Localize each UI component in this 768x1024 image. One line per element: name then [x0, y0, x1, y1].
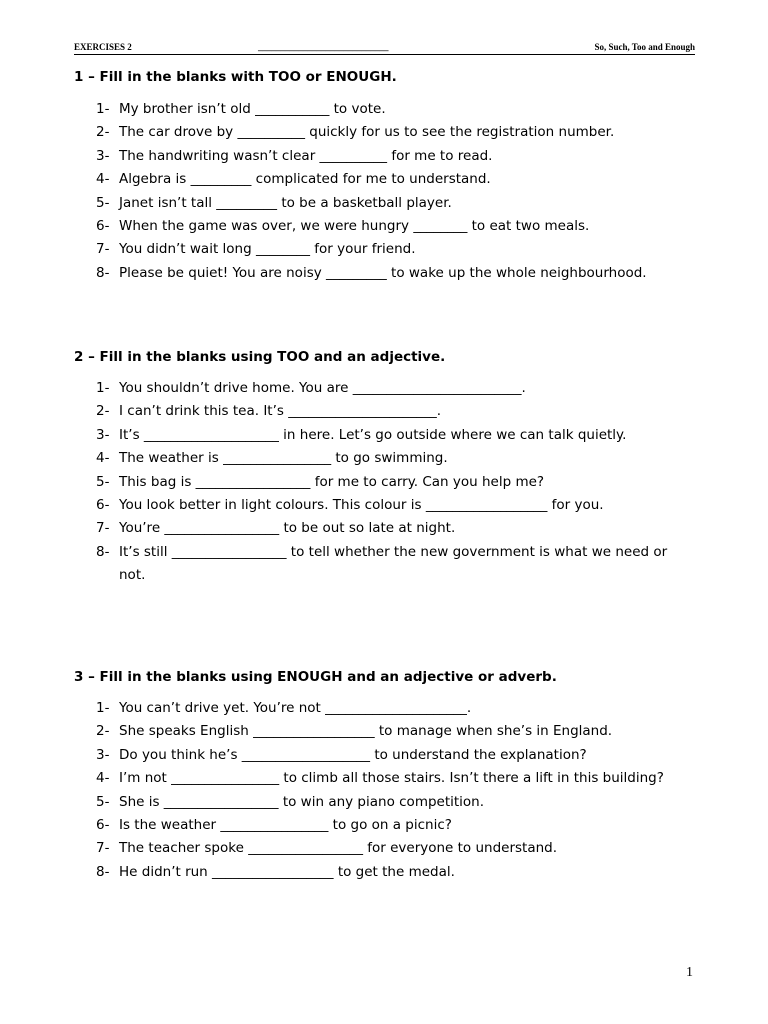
item-number: 5- [96, 473, 110, 490]
list-item [96, 238, 696, 261]
item-number: 6- [96, 218, 110, 235]
item-number: 2- [96, 124, 110, 141]
section-3-title: 3 – Fill in the blanks using ENOUGH and an adjective or adverb. [74, 669, 557, 685]
list-item [96, 861, 696, 884]
list-item [96, 400, 696, 423]
header-right-title: So, Such, Too and Enough [594, 42, 695, 52]
item-text: I can’t drink this tea. It’s ______________________. [119, 403, 441, 420]
item-text: The teacher spoke _________________ for everyone to understand. [119, 840, 558, 857]
header-rule [74, 54, 695, 55]
list-item [96, 471, 696, 494]
list-item [96, 744, 696, 767]
item-text: She is _________________ to win any piano competition. [119, 793, 485, 810]
list-item [96, 215, 696, 238]
item-text: This bag is _________________ for me to carry. Can you help me? [119, 473, 545, 490]
list-item [96, 494, 696, 517]
header-left-title: EXERCISES 2 [74, 42, 132, 52]
section-2-list [96, 377, 696, 588]
list-item [96, 767, 696, 790]
item-text: She speaks English __________________ to manage when she’s in England. [119, 723, 613, 740]
item-text: He didn’t run __________________ to get the medal. [119, 863, 455, 880]
item-text: Is the weather ________________ to go on a picnic? [119, 817, 452, 834]
page-number: 1 [686, 965, 693, 980]
item-text: You shouldn’t drive home. You are _________________________. [119, 380, 526, 396]
item-number: 5- [96, 793, 110, 810]
item-text: Algebra is _________ complicated for me to understand. [119, 171, 491, 188]
item-number: 4- [96, 770, 110, 787]
item-text: You didn’t wait long ________ for your friend. [119, 241, 416, 258]
item-number: 4- [96, 450, 110, 467]
item-text: It’s ____________________ in here. Let’s go outside where we can talk quietly. [119, 426, 627, 443]
page-header [74, 41, 695, 55]
item-number: 8- [96, 863, 110, 880]
item-text: Please be quiet! You are noisy _________ to wake up the whole neighbourhood. [119, 264, 647, 281]
section-1-title: 1 – Fill in the blanks with TOO or ENOUGH. [74, 69, 397, 85]
item-text: The handwriting wasn’t clear __________ for me to read. [119, 147, 493, 164]
item-number: 8- [96, 543, 110, 560]
list-item [96, 447, 696, 470]
item-number: 8- [96, 264, 110, 281]
section-3-list [96, 697, 696, 884]
item-text: The weather is ________________ to go swimming. [119, 450, 448, 467]
item-text: When the game was over, we were hungry ________ to eat two meals. [119, 218, 590, 235]
list-item [96, 262, 696, 285]
list-item [96, 541, 696, 588]
item-number: 3- [96, 426, 110, 443]
list-item [96, 145, 696, 168]
item-text: My brother isn’t old ___________ to vote. [119, 101, 386, 117]
item-number: 7- [96, 520, 110, 537]
item-text: You can’t drive yet. You’re not _____________________. [119, 700, 472, 716]
list-item [96, 791, 696, 814]
list-item [96, 814, 696, 837]
item-number: 7- [96, 840, 110, 857]
item-number: 2- [96, 723, 110, 740]
item-number: 1- [96, 700, 110, 716]
item-number: 4- [96, 171, 110, 188]
item-number: 3- [96, 147, 110, 164]
section-1-list [96, 98, 696, 285]
list-item [96, 720, 696, 743]
item-number: 7- [96, 241, 110, 258]
item-text: The car drove by __________ quickly for us to see the registration number. [119, 124, 615, 141]
item-number: 6- [96, 497, 110, 514]
item-text: You look better in light colours. This colour is __________________ for you. [119, 497, 604, 514]
list-item [96, 377, 696, 400]
item-text: You’re _________________ to be out so late at night. [119, 520, 456, 537]
item-text: Do you think he’s ___________________ to understand the explanation? [119, 746, 587, 763]
item-number: 5- [96, 194, 110, 211]
item-number: 6- [96, 817, 110, 834]
list-item [96, 424, 696, 447]
item-number: 1- [96, 380, 110, 396]
list-item [96, 837, 696, 860]
item-number: 1- [96, 101, 110, 117]
list-item [96, 98, 696, 121]
list-item [96, 168, 696, 191]
item-text: I’m not ________________ to climb all those stairs. Isn’t there a lift in this building? [119, 770, 664, 787]
list-item [96, 517, 696, 540]
item-number: 2- [96, 403, 110, 420]
item-number: 3- [96, 746, 110, 763]
list-item [96, 697, 696, 720]
item-text: Janet isn’t tall _________ to be a basketball player. [119, 194, 452, 211]
header-underline-blank: _____________________________ [258, 42, 389, 52]
item-text: It’s still _________________ to tell whether the new government is what we need or not. [119, 543, 672, 584]
list-item [96, 192, 696, 215]
section-2-title: 2 – Fill in the blanks using TOO and an adjective. [74, 349, 446, 365]
list-item [96, 121, 696, 144]
